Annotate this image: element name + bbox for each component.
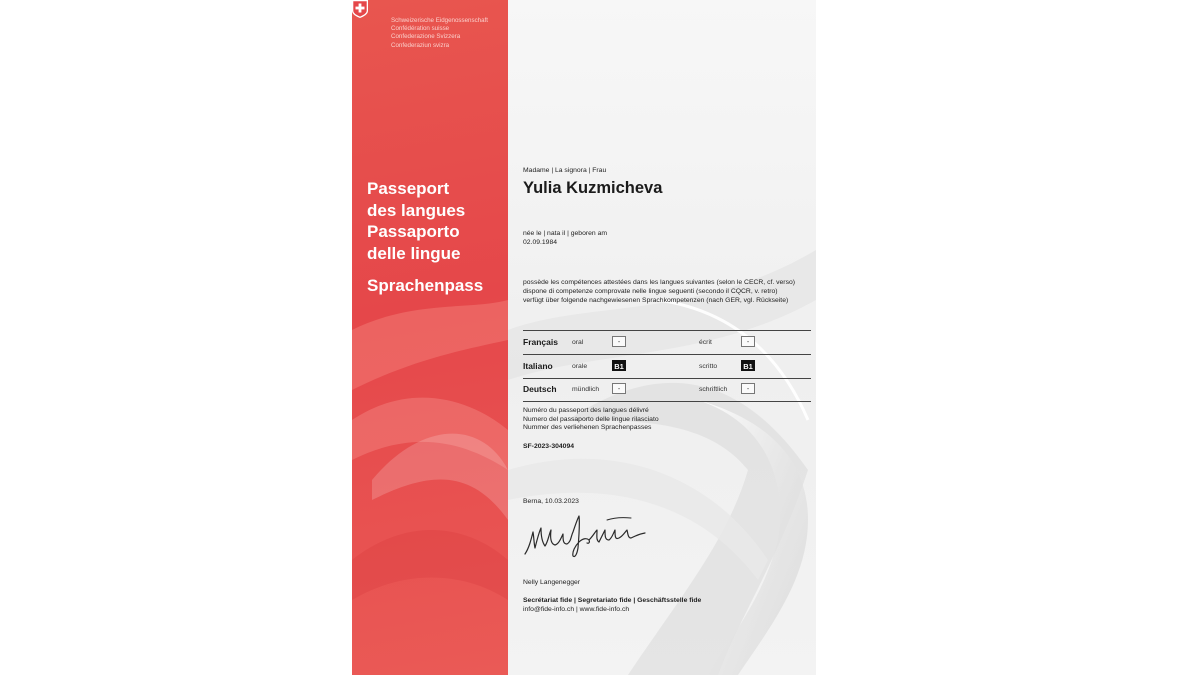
statement-line: possède les compétences attestées dans les langues suivantes (selon le CECR, cf. verso) bbox=[523, 279, 796, 286]
title-line: des langues bbox=[367, 200, 466, 220]
confederation-line: Confederazione Svizzera bbox=[391, 33, 461, 41]
written-level: - bbox=[741, 336, 755, 347]
language-row-french bbox=[523, 337, 811, 351]
language-row-italian bbox=[523, 361, 811, 375]
title-line: delle lingue bbox=[367, 243, 461, 263]
language-name: Deutsch bbox=[523, 384, 557, 394]
language-name: Italiano bbox=[523, 361, 553, 371]
red-side-panel bbox=[352, 0, 508, 675]
document-title bbox=[367, 178, 483, 297]
written-label: scritto bbox=[699, 363, 718, 370]
title-line: Sprachenpass bbox=[367, 276, 484, 296]
oral-level: - bbox=[612, 336, 626, 347]
handwritten-signature bbox=[523, 508, 653, 560]
passport-label-line: Numero del passaporto delle lingue rilasciato bbox=[523, 415, 659, 423]
oral-label: mündlich bbox=[572, 386, 600, 393]
title-line: Passeport bbox=[367, 179, 450, 198]
language-passport-document bbox=[352, 0, 816, 675]
passport-number-label bbox=[523, 407, 659, 433]
place-date: Berna, 10.03.2023 bbox=[523, 498, 579, 505]
secretariat: Secrétariat fide | Segretariato fide | Geschäftsstelle fide bbox=[523, 597, 702, 604]
signer-name: Nelly Langenegger bbox=[523, 579, 581, 586]
salutation: Madame | La signora | Frau bbox=[523, 167, 607, 174]
confederation-line: Confédération suisse bbox=[391, 25, 450, 33]
statement-line: dispone di competenze comprovate nelle lingue seguenti (secondo il CQCR, v. retro) bbox=[523, 288, 778, 295]
swiss-flag-icon bbox=[352, 0, 368, 18]
contact-info: info@fide-info.ch | www.fide-info.ch bbox=[523, 606, 630, 613]
title-line: Passaporto bbox=[367, 222, 460, 242]
confederation-lines bbox=[391, 17, 488, 50]
statement-line: verfügt über folgende nachgewiesenen Sprachkompetenzen (nach GER, vgl. Rückseite) bbox=[523, 297, 789, 304]
table-rule bbox=[523, 401, 811, 402]
born-label: née le | nata il | geboren am bbox=[523, 230, 608, 237]
written-level: B1 bbox=[741, 360, 755, 371]
written-level: - bbox=[741, 383, 755, 394]
language-name: Français bbox=[523, 337, 558, 347]
competence-statement bbox=[523, 278, 795, 305]
written-label: schriftlich bbox=[699, 386, 728, 393]
table-rule bbox=[523, 378, 811, 379]
table-rule bbox=[523, 354, 811, 355]
born-date: 02.09.1984 bbox=[523, 239, 558, 246]
decorative-swoosh-red bbox=[352, 0, 508, 675]
confederation-line: Confederaziun svizra bbox=[391, 41, 450, 49]
passport-number: SF-2023-304094 bbox=[523, 443, 575, 450]
oral-label: oral bbox=[572, 339, 584, 346]
table-rule bbox=[523, 330, 811, 331]
language-row-german bbox=[523, 384, 811, 398]
passport-label-line: Numéro du passeport des langues délivré bbox=[523, 407, 649, 414]
passport-label-line: Nummer des verliehenen Sprachenpasses bbox=[523, 424, 652, 431]
confederation-line: Schweizerische Eidgenossenschaft bbox=[391, 17, 488, 24]
oral-label: orale bbox=[572, 363, 588, 370]
holder-name: Yulia Kuzmicheva bbox=[523, 179, 663, 197]
oral-level: - bbox=[612, 383, 626, 394]
written-label: écrit bbox=[699, 339, 712, 346]
oral-level: B1 bbox=[612, 360, 626, 371]
